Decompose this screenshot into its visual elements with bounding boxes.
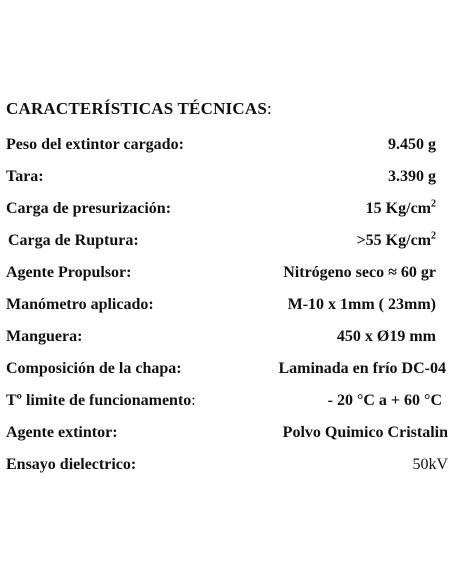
- spec-value: - 20 °C a + 60 °C: [327, 392, 442, 409]
- spec-value-text: >55 Kg/cm: [356, 232, 431, 249]
- spec-row-tare: [0, 168, 452, 192]
- spec-value-superscript: 2: [431, 198, 436, 210]
- spec-row-dielectric-test: [0, 456, 452, 480]
- spec-row-weight: [0, 136, 452, 160]
- spec-value: [357, 232, 436, 250]
- spec-value: Polvo Quimico Cristalin: [282, 424, 448, 441]
- spec-value: Laminada en frío DC-04: [278, 360, 446, 377]
- spec-label: Ensayo dielectrico:: [6, 456, 137, 473]
- spec-label: [6, 392, 196, 410]
- section-title: [6, 99, 272, 119]
- spec-value: M-10 x 1mm ( 23mm): [287, 296, 436, 313]
- spec-label: Agente extintor:: [6, 424, 118, 441]
- spec-row-temperature: [0, 392, 452, 416]
- spec-label: Peso del extintor cargado:: [6, 136, 184, 153]
- spec-value: 3.390 g: [388, 168, 436, 185]
- spec-value: 50kV: [412, 456, 448, 473]
- spec-row-rupture: [0, 232, 452, 256]
- spec-label: Manguera:: [6, 328, 83, 345]
- spec-value: [366, 200, 436, 218]
- spec-label: Manómetro aplicado:: [6, 296, 154, 313]
- spec-value: 9.450 g: [388, 136, 436, 153]
- spec-value-superscript: 2: [431, 230, 436, 242]
- section-title-text: CARACTERÍSTICAS TÉCNICAS: [6, 99, 267, 118]
- spec-label-colon: :: [191, 392, 196, 409]
- spec-label: Tara:: [6, 168, 44, 185]
- spec-value-text: 15 Kg/cm: [365, 200, 431, 217]
- spec-label: Carga de presurización:: [6, 200, 172, 217]
- spec-label-text: Tº limite de funcionamento: [6, 392, 192, 409]
- spec-value: Nitrógeno seco ≈ 60 gr: [283, 264, 436, 281]
- section-title-colon: :: [266, 99, 272, 118]
- spec-row-hose: [0, 328, 452, 352]
- spec-label: Composición de la chapa:: [6, 360, 182, 377]
- spec-row-extinguishing-agent: [0, 424, 452, 448]
- spec-value: 450 x Ø19 mm: [336, 328, 436, 345]
- spec-row-pressurization: [0, 200, 452, 224]
- spec-row-sheet-composition: [0, 360, 452, 384]
- spec-row-manometer: [0, 296, 452, 320]
- spec-label: Carga de Ruptura:: [8, 232, 139, 249]
- spec-label: Agente Propulsor:: [6, 264, 132, 281]
- spec-row-propellant: [0, 264, 452, 288]
